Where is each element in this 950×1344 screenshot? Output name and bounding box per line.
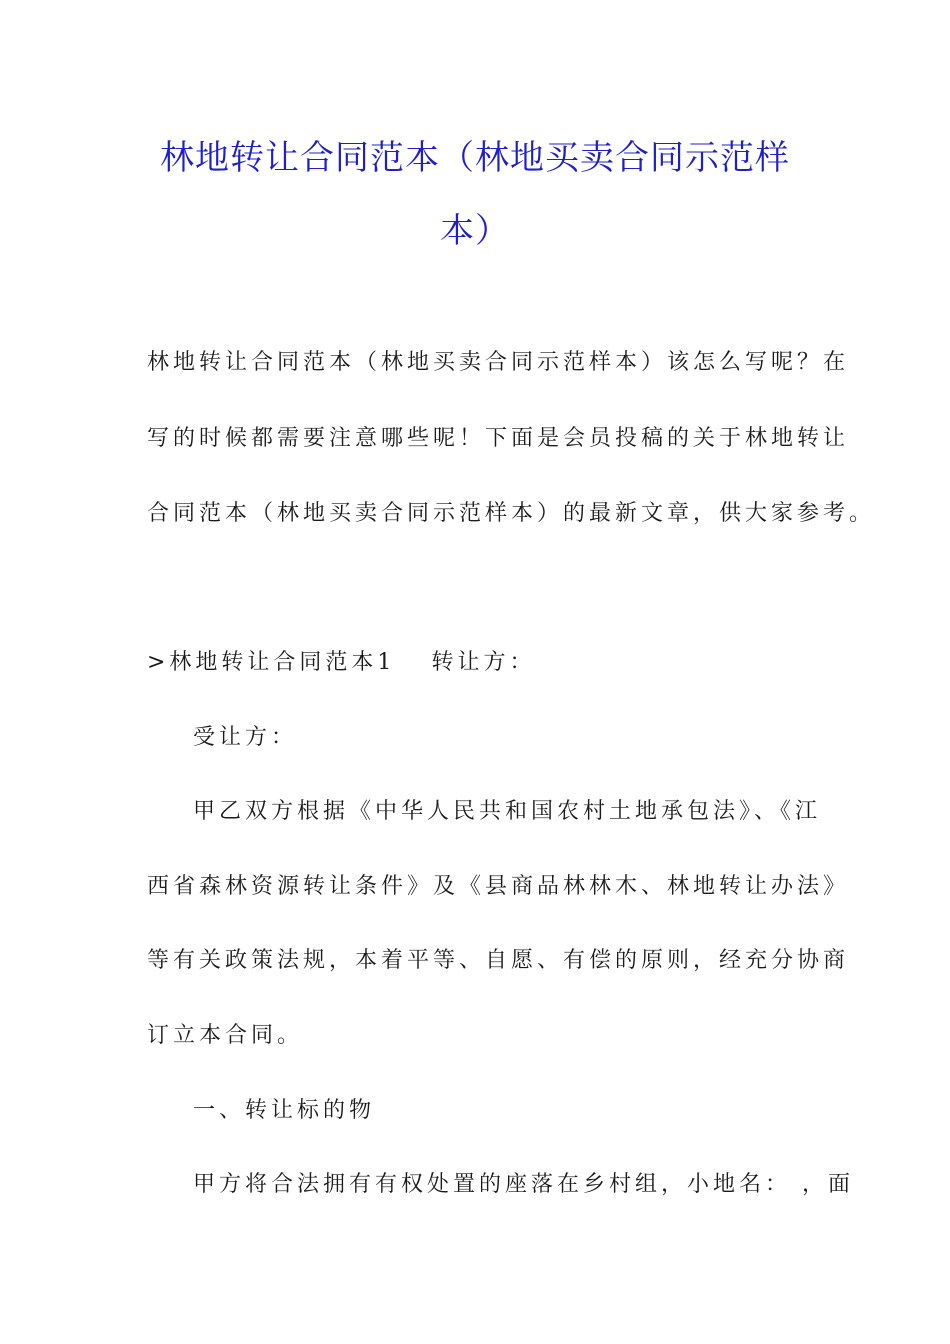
para1-line-1: 甲乙双方根据《中华人民共和国农村土地承包法》、《江 [193, 799, 822, 824]
document-title-line-1: 林地转让合同范本（林地买卖合同示范样 [160, 138, 790, 178]
intro-line-2: 写的时候都需要注意哪些呢！下面是会员投稿的关于林地转让 [147, 426, 850, 451]
section-heading-row [147, 645, 807, 676]
para1-line-3: 等有关政策法规，本着平等、自愿、有偿的原则，经充分协商 [147, 948, 850, 973]
section-heading: >林地转让合同范本1 [147, 650, 396, 675]
document-title-line-2: 本） [440, 211, 510, 251]
transferee-label: 受让方： [193, 725, 298, 750]
clause1-heading: 一、转让标的物 [193, 1098, 376, 1123]
para1-line-2: 西省森林资源转让条件》及《县商品林林木、林地转让办法》 [147, 874, 850, 899]
intro-line-3: 合同范本（林地买卖合同示范样本）的最新文章，供大家参考。 [147, 501, 876, 526]
transferor-label: 转让方： [431, 650, 536, 675]
clause1-line-1: 甲方将合法拥有有权处置的座落在乡村组，小地名： ，面 [193, 1172, 854, 1197]
intro-line-1: 林地转让合同范本（林地买卖合同示范样本）该怎么写呢？在 [147, 350, 850, 375]
para1-line-4: 订立本合同。 [147, 1023, 304, 1048]
